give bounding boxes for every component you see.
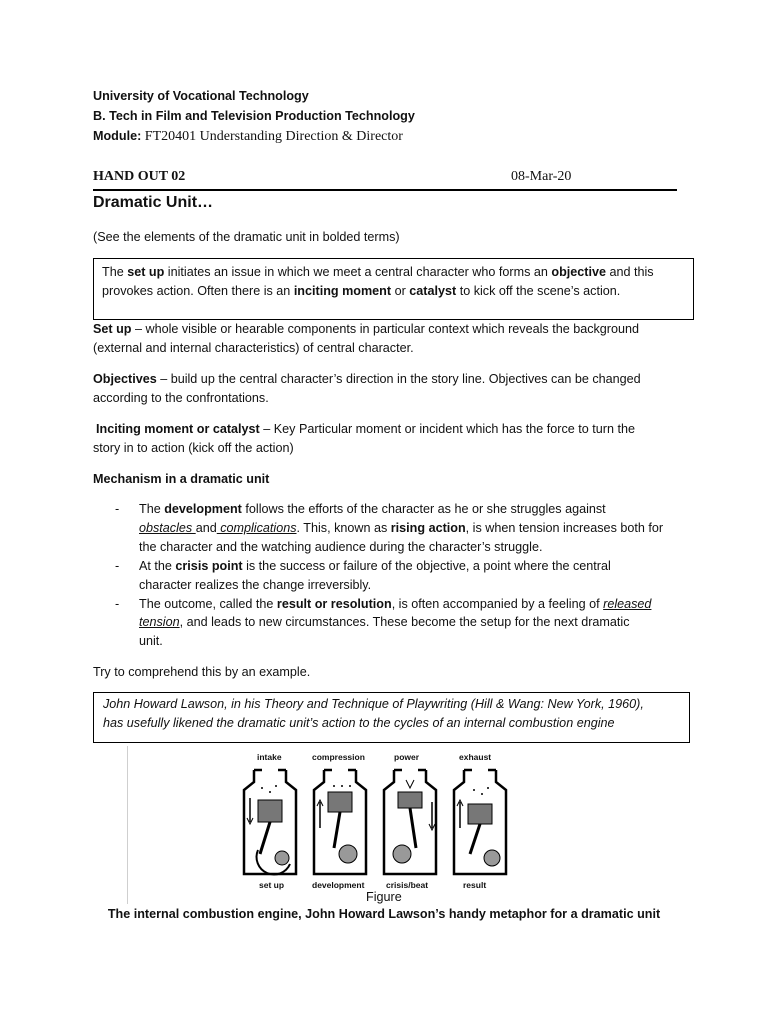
quote-line-1: John Howard Lawson, in his Theory and Technique of Playwriting (Hill & Wang: New York, 1960), bbox=[103, 697, 644, 711]
objectives-line-2: according to the confrontations. bbox=[93, 391, 269, 405]
university-name: University of Vocational Technology bbox=[93, 89, 309, 103]
figure-label: Figure bbox=[366, 890, 402, 904]
page-title: Dramatic Unit… bbox=[93, 194, 214, 211]
objectives-line-1: Objectives – build up the central character’s direction in the story line. Objectives can be changed bbox=[93, 372, 641, 386]
quote-line-2: has usefully likened the dramatic unit’s action to the cycles of an internal combustion engine bbox=[103, 716, 615, 730]
cylinder-intake-icon bbox=[244, 770, 296, 874]
bullet-3-line-1: The outcome, called the result or resolution, is often accompanied by a feeling of released bbox=[139, 597, 652, 611]
handout-number: HAND OUT 02 bbox=[93, 169, 186, 184]
module-value: FT20401 Understanding Direction & Director bbox=[144, 129, 403, 144]
figure-left-border bbox=[127, 746, 128, 904]
engine-label-power: power bbox=[394, 752, 420, 762]
setup-line-2: (external and internal characteristics) of central character. bbox=[93, 341, 414, 355]
cylinder-exhaust-icon bbox=[454, 770, 506, 874]
cylinder-power-icon bbox=[384, 770, 436, 874]
engine-diagram bbox=[230, 762, 530, 882]
engine-bottom-label-crisis: crisis/beat bbox=[386, 880, 429, 890]
engine-label-intake: intake bbox=[257, 752, 282, 762]
engine-bottom-label-development: development bbox=[312, 880, 365, 890]
program-name: B. Tech in Film and Television Production Technology bbox=[93, 109, 415, 123]
engine-label-exhaust: exhaust bbox=[459, 752, 492, 762]
intro-text: (See the elements of the dramatic unit in bolded terms) bbox=[93, 230, 400, 244]
setup-line-1: Set up – whole visible or hearable components in particular context which reveals the background bbox=[93, 322, 640, 336]
definition-line-1: The set up initiates an issue in which we meet a central character who forms an objective and this bbox=[102, 265, 654, 279]
bullet-3-line-3: unit. bbox=[139, 634, 163, 648]
engine-bottom-label-result: result bbox=[463, 880, 487, 890]
bullet-2-line-1: At the crisis point is the success or failure of the objective, a point where the central bbox=[139, 559, 611, 573]
engine-bottom-label-setup: set up bbox=[259, 880, 285, 890]
bullet-3-line-2: tension, and leads to new circumstances. These become the setup for the next dramatic bbox=[139, 615, 630, 629]
bullet-dash: - bbox=[115, 597, 120, 611]
handout-date: 08-Mar-20 bbox=[511, 169, 572, 184]
bullet-1-line-3: the character and the watching audience during the character’s struggle. bbox=[139, 540, 543, 554]
cylinder-compression-icon bbox=[314, 770, 366, 874]
module-line bbox=[93, 129, 403, 145]
header-rule bbox=[93, 189, 677, 191]
engine-label-compression: compression bbox=[312, 752, 365, 762]
bullet-dash: - bbox=[115, 559, 120, 573]
mechanism-heading: Mechanism in a dramatic unit bbox=[93, 472, 270, 486]
bullet-2-line-2: character realizes the change irreversibly. bbox=[139, 578, 372, 592]
bullet-dash: - bbox=[115, 502, 120, 516]
bullet-1-line-1: The development follows the efforts of the character as he or she struggles against bbox=[139, 502, 606, 516]
bullet-1-line-2: obstacles and complications. This, known as rising action, is when tension increases both for bbox=[139, 521, 664, 535]
try-text: Try to comprehend this by an example. bbox=[93, 665, 311, 679]
inciting-line-1: Inciting moment or catalyst – Key Particular moment or incident which has the force to turn the bbox=[96, 422, 635, 436]
module-label: Module: bbox=[93, 129, 142, 143]
definition-line-2: provokes action. Often there is an inciting moment or catalyst to kick off the scene’s action. bbox=[102, 284, 621, 298]
figure-caption: The internal combustion engine, John Howard Lawson’s handy metaphor for a dramatic unit bbox=[107, 907, 661, 921]
inciting-line-2: story in to action (kick off the action) bbox=[93, 441, 294, 455]
